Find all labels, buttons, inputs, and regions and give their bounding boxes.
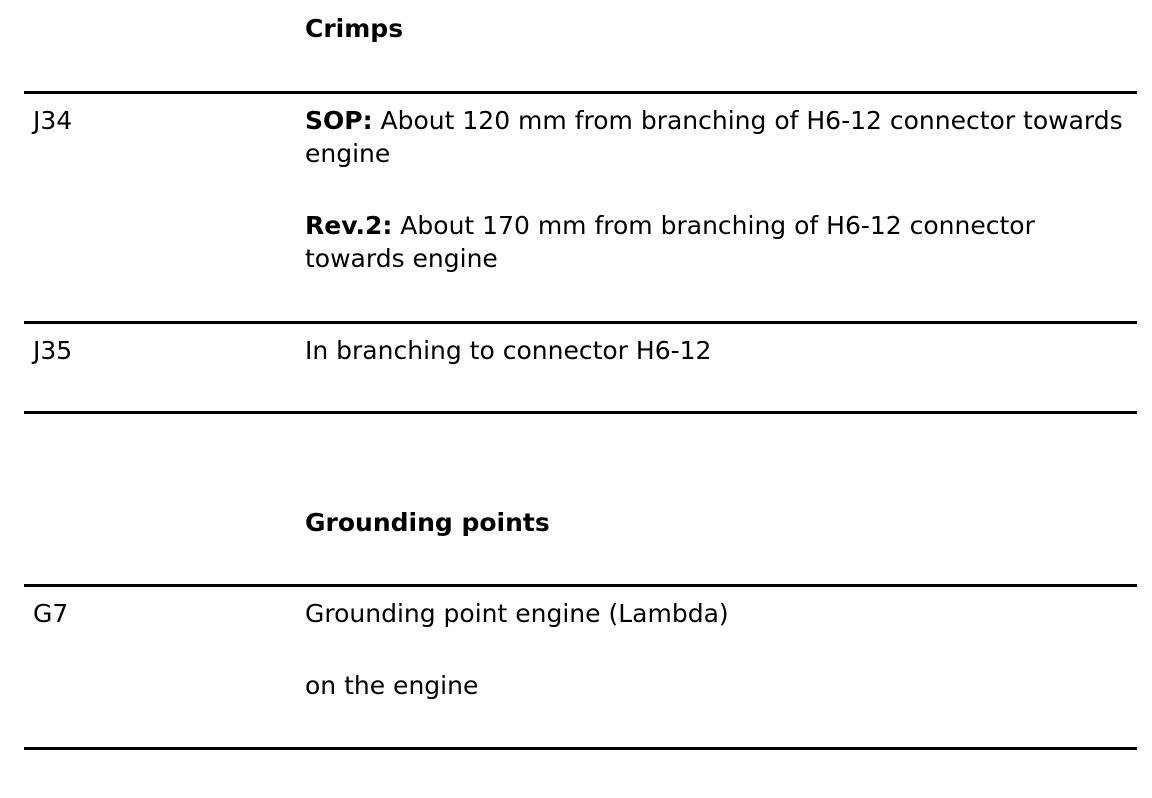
rev2-label: Rev.2:	[305, 211, 393, 240]
row-code: J34	[33, 106, 73, 135]
row-description	[305, 597, 1135, 702]
sop-text: About 120 mm from branching of H6-12 connector towards engine	[305, 106, 1123, 168]
crimps-heading: Crimps	[305, 14, 404, 43]
row-code: G7	[33, 599, 69, 628]
divider-line	[24, 411, 1137, 414]
row-description: In branching to connector H6-12	[305, 336, 712, 365]
divider-line	[24, 321, 1137, 324]
description-line: Grounding point engine (Lambda)	[305, 599, 729, 628]
divider-line	[24, 584, 1137, 587]
description-line: on the engine	[305, 671, 479, 700]
row-code: J35	[33, 336, 73, 365]
sop-label: SOP:	[305, 106, 373, 135]
divider-line	[24, 91, 1137, 94]
rev2-text: About 170 mm from branching of H6-12 connector towards engine	[305, 211, 1035, 273]
grounding-points-heading: Grounding points	[305, 508, 550, 537]
rev2-entry	[305, 209, 1135, 275]
sop-entry	[305, 104, 1135, 170]
divider-line	[24, 747, 1137, 750]
row-description	[305, 104, 1135, 275]
